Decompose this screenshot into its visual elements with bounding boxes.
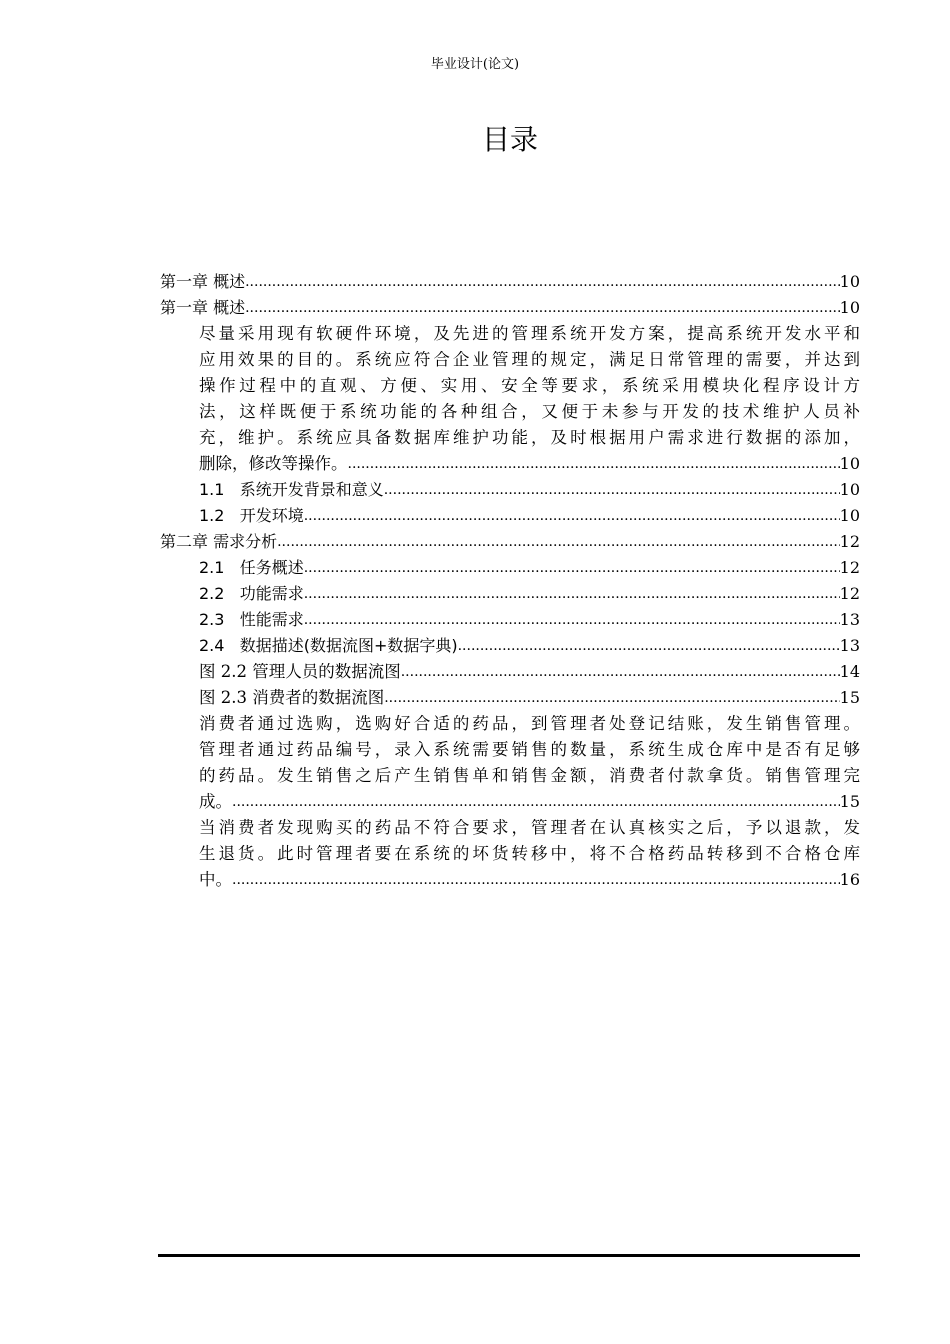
toc-dot-leader <box>277 532 840 552</box>
toc-section-number: 1.1 <box>199 480 240 499</box>
toc-paragraph-line: 当消费者发现购买的药品不符合要求，管理者在认真核实之后，予以退款，发 <box>199 818 860 837</box>
toc-entry-label <box>199 477 384 503</box>
toc-entry-label: 删除，修改等操作。 <box>199 454 348 473</box>
toc-entry-label: 图 2.2 管理人员的数据流图 <box>199 662 401 681</box>
toc-page-number: 10 <box>839 480 860 499</box>
toc-entry-chapter-2[interactable] <box>160 529 860 555</box>
toc-entry-paragraph-sales[interactable] <box>160 711 860 815</box>
toc-page-number: 15 <box>839 688 860 707</box>
toc-entry-section-1-2[interactable] <box>160 503 860 529</box>
toc-entry-paragraph-system-goals[interactable] <box>160 321 860 477</box>
toc-paragraph-line: 法，这样既便于系统功能的各种组合，又便于未参与开发的技术维护人员补 <box>199 402 860 421</box>
toc-entry-chapter-1-duplicate[interactable] <box>160 295 860 321</box>
toc-page-number: 10 <box>839 506 860 525</box>
toc-paragraph-line: 的药品。发生销售之后产生销售单和销售金额，消费者付款拿货。销售管理完 <box>199 766 860 785</box>
toc-entry-label: 第一章 概述 <box>160 272 246 291</box>
toc-dot-leader <box>401 662 840 682</box>
toc-page-number: 13 <box>839 636 860 655</box>
footer-rule <box>158 1254 860 1257</box>
toc-dot-leader <box>232 792 840 812</box>
toc-section-title: 功能需求 <box>239 584 304 603</box>
toc-paragraph-line: 操作过程中的直观、方便、实用、安全等要求，系统采用模块化程序设计方 <box>199 376 860 395</box>
toc-page-number: 14 <box>839 662 860 681</box>
page-title: 目录 <box>481 123 538 156</box>
running-header: 毕业设计(论文) <box>430 57 520 72</box>
toc-dot-leader <box>304 558 840 578</box>
table-of-contents <box>160 269 860 893</box>
toc-dot-leader <box>232 870 840 890</box>
toc-entry-label: 第二章 需求分析 <box>160 532 278 551</box>
toc-dot-leader <box>304 506 840 526</box>
toc-entry-label <box>199 555 304 581</box>
toc-entry-figure-2-2[interactable] <box>160 659 860 685</box>
toc-entry-label <box>199 581 304 607</box>
toc-entry-label: 成。 <box>199 792 232 811</box>
toc-section-number: 2.4 <box>199 636 240 655</box>
toc-entry-section-2-2[interactable] <box>160 581 860 607</box>
toc-section-number: 2.3 <box>199 610 240 629</box>
toc-entry-section-2-1[interactable] <box>160 555 860 581</box>
toc-dot-leader <box>384 480 840 500</box>
toc-paragraph-line: 管理者通过药品编号，录入系统需要销售的数量，系统生成仓库中是否有足够 <box>199 740 860 759</box>
toc-paragraph-last-line <box>199 789 860 815</box>
toc-dot-leader <box>304 584 840 604</box>
toc-entry-section-1-1[interactable] <box>160 477 860 503</box>
toc-page-number: 10 <box>839 298 860 317</box>
toc-page-number: 12 <box>839 558 860 577</box>
toc-page-number: 15 <box>839 792 860 811</box>
toc-paragraph-last-line <box>199 451 860 477</box>
toc-entry-section-2-3[interactable] <box>160 607 860 633</box>
toc-entry-paragraph-returns[interactable] <box>160 815 860 893</box>
toc-page-number: 16 <box>839 870 860 889</box>
toc-dot-leader <box>304 610 840 630</box>
toc-entry-label <box>199 607 304 633</box>
toc-dot-leader <box>245 298 840 318</box>
toc-page-number: 12 <box>839 584 860 603</box>
toc-paragraph-line: 消费者通过选购，选购好合适的药品，到管理者处登记结账，发生销售管理。 <box>199 714 860 733</box>
toc-entry-label <box>199 633 458 659</box>
toc-section-number: 1.2 <box>199 506 240 525</box>
toc-page-number: 10 <box>839 272 860 291</box>
toc-section-title: 开发环境 <box>239 506 304 525</box>
toc-entry-label <box>199 503 304 529</box>
toc-dot-leader <box>384 688 839 708</box>
toc-paragraph-line: 尽量采用现有软硬件环境，及先进的管理系统开发方案，提高系统开发水平和 <box>199 324 860 343</box>
toc-page-number: 12 <box>839 532 860 551</box>
toc-page-number: 13 <box>839 610 860 629</box>
toc-section-title: 系统开发背景和意义 <box>239 480 384 499</box>
toc-entry-chapter-1[interactable] <box>160 269 860 295</box>
toc-paragraph-line: 充，维护。系统应具备数据库维护功能，及时根据用户需求进行数据的添加， <box>199 428 860 447</box>
toc-entry-label: 图 2.3 消费者的数据流图 <box>199 688 385 707</box>
toc-entry-figure-2-3[interactable] <box>160 685 860 711</box>
toc-paragraph-line: 应用效果的目的。系统应符合企业管理的规定，满足日常管理的需要，并达到 <box>199 350 860 369</box>
toc-paragraph-last-line <box>199 867 860 893</box>
toc-section-title: 性能需求 <box>239 610 304 629</box>
toc-entry-label: 第一章 概述 <box>160 298 246 317</box>
toc-dot-leader <box>458 636 840 656</box>
toc-section-number: 2.1 <box>199 558 240 577</box>
toc-dot-leader <box>245 272 840 292</box>
toc-section-title: 任务概述 <box>239 558 304 577</box>
toc-entry-section-2-4[interactable] <box>160 633 860 659</box>
toc-section-title: 数据描述(数据流图+数据字典) <box>239 636 458 655</box>
toc-page-number: 10 <box>839 454 860 473</box>
toc-dot-leader <box>348 454 840 474</box>
toc-section-number: 2.2 <box>199 584 240 603</box>
toc-paragraph-line: 生退货。此时管理者要在系统的坏货转移中，将不合格药品转移到不合格仓库 <box>199 844 860 863</box>
toc-entry-label: 中。 <box>199 870 232 889</box>
